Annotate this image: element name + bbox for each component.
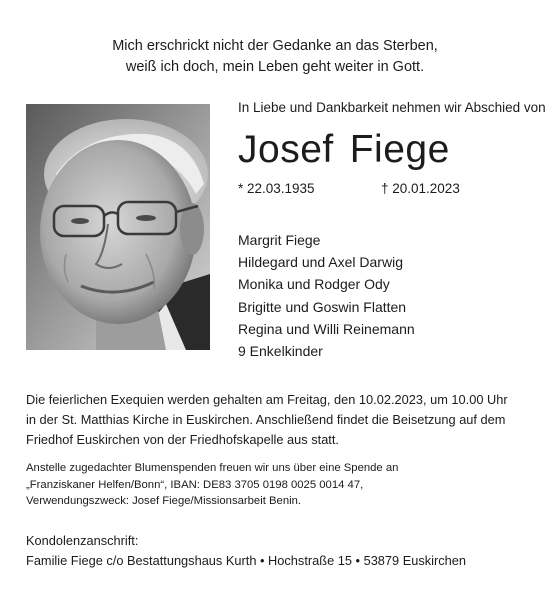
last-name: Fiege (349, 128, 450, 171)
quote-line-2: weiß ich doch, mein Leben geht weiter in Gott. (125, 59, 425, 75)
portrait-photo (26, 104, 210, 350)
condolence-address (26, 531, 531, 571)
survivor-item: Monika und Rodger Ody (238, 276, 390, 293)
opening-quote (0, 36, 550, 78)
deceased-name (238, 126, 450, 174)
farewell-intro: In Liebe und Dankbarkeit nehmen wir Abschied von (238, 100, 546, 115)
survivor-item: Hildegard und Axel Darwig (238, 254, 403, 271)
donation-line-3: Verwendungszweck: Josef Fiege/Missionsarbeit Benin. (26, 495, 302, 508)
birth-date: * 22.03.1935 (238, 181, 315, 196)
survivors-list (238, 229, 415, 362)
survivor-item: 9 Enkelkinder (238, 343, 323, 360)
address-line: Familie Fiege c/o Bestattungshaus Kurth • Hochstraße 15 • 53879 Euskirchen (26, 553, 467, 568)
donation-line-1: Anstelle zugedachter Blumenspenden freuen wir uns über eine Spende an (26, 462, 399, 474)
survivor-item: Margrit Fiege (238, 232, 321, 248)
donation-info (26, 460, 531, 510)
life-dates (238, 181, 538, 196)
service-line-3: Friedhof Euskirchen von der Friedhofskapelle aus statt. (26, 432, 339, 447)
address-label: Kondolenzanschrift: (26, 533, 139, 548)
survivor-item: Regina und Willi Reinemann (238, 320, 415, 337)
service-line-1: Die feierlichen Exequien werden gehalten am Freitag, den 10.02.2023, um 10.00 Uhr (26, 392, 508, 407)
funeral-service-info (26, 390, 531, 450)
quote-line-1: Mich erschrickt nicht der Gedanke an das Sterben, (112, 38, 438, 54)
survivor-item: Brigitte und Goswin Flatten (238, 298, 407, 315)
service-line-2: in der St. Matthias Kirche in Euskirchen. Anschließend findet die Beisetzung auf dem (26, 412, 506, 427)
donation-line-2: „Franziskaner Helfen/Bonn“, IBAN: DE83 3705 0198 0025 0014 47, (26, 478, 364, 491)
death-date: † 20.01.2023 (381, 181, 460, 196)
first-name: Josef (238, 128, 334, 171)
